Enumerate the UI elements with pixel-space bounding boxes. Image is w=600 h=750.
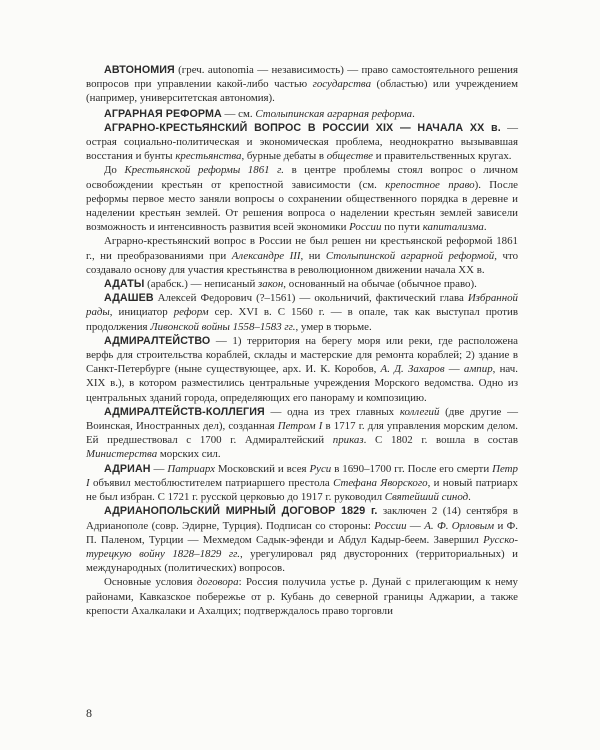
cross-reference: России: [349, 221, 382, 234]
cross-reference: обществе: [326, 150, 374, 163]
cross-reference: Петром I: [277, 420, 323, 433]
cross-reference: России: [374, 519, 407, 532]
cross-reference: реформ: [173, 306, 209, 319]
cross-reference: государства: [312, 78, 372, 91]
entry-adrianopolskiy-dogovor: АДРИАНОПОЛЬСКИЙ МИРНЫЙ ДОГОВОР 1829 г. заключен 2 (14) сентября в Адрианополе (совр. Эдирне, Турция). Подписан со стороны: России — А. Ф. Орловым и Ф. П. Паленом, Турции — Мехмедом Садык-эфенди и Абдул Кадыр-беем. Завершил Русско-турецкую войну 1828–1829 гг., урегулировал ряд двусторонних (территориальных) и международных (политических) вопросов.: [86, 505, 519, 575]
cross-reference: А. Д. Захаров: [380, 363, 445, 376]
headword: АГРАРНО-КРЕСТЬЯНСКИЙ ВОПРОС В РОССИИ XIX — НАЧАЛА XX в.: [104, 121, 501, 134]
entry-adaty: АДАТЫ (арабск.) — неписаный закон, основанный на обычае (обычное право).: [104, 278, 477, 291]
cross-reference: крестьянства: [175, 150, 242, 163]
cross-reference: Руси: [309, 462, 332, 475]
headword: АДМИРАЛТЕЙСТВО: [104, 334, 211, 347]
headword: АДРИАНОПОЛЬСКИЙ МИРНЫЙ ДОГОВОР 1829 г.: [104, 505, 378, 518]
entry-adashev: АДАШЕВ Алексей Федорович (?–1561) — окольничий, фактический глава Избранной рады, инициатор реформ сер. XVI в. С 1560 г. — в опале, так как выступал против продолжения Ливонской войны 1558–1583 гг., умер в тюрьме.: [86, 292, 518, 333]
cross-reference: коллегий: [399, 405, 440, 418]
cross-reference: Ливонской войны 1558–1583 гг.: [150, 320, 296, 333]
page-number: 8: [86, 706, 92, 720]
cross-reference: Александре III: [231, 249, 301, 262]
cross-reference: Министерства: [86, 448, 158, 461]
cross-reference: Святейший синод: [384, 491, 469, 504]
headword: АДАШЕВ: [104, 292, 154, 305]
entry-paragraph: Аграрно-крестьянский вопрос в России не был решен ни крестьянской реформой 1861 г., ни преобразованиями при Александре III, ни Столыпинской аграрной реформой, что создавало основу для участия крестьянства в революционном движении начала XX в.: [86, 235, 519, 276]
cross-reference: Крестьянской реформы 1861 г.: [124, 164, 284, 177]
cross-reference: Избранной рады: [86, 292, 518, 319]
cross-reference: крепостное право: [385, 178, 475, 191]
entry-agrarno-krestyanskiy-vopros: АГРАРНО-КРЕСТЬЯНСКИЙ ВОПРОС В РОССИИ XIX — НАЧАЛА XX в. — острая социально-политическая и экономическая проблема, неоднократно вызывавшая восстания и бунты крестьянства, бурные дебаты в обществе и правительственных кругах.: [86, 121, 518, 163]
cross-reference: Русско-турецкую войну 1828–1829 гг.: [86, 533, 518, 560]
entry-admiralteystv-kollegiya: АДМИРАЛТЕЙСТВ-КОЛЛЕГИЯ — одна из трех главных коллегий (две другие — Воинская, Иностранных дел), созданная Петром I в 1717 г. для управления морским делом. Ей предшествовал с 1700 г. Адмиралтейский приказ. С 1802 г. вошла в состав Министерства морских сил.: [86, 405, 518, 461]
headword: АДМИРАЛТЕЙСТВ-КОЛЛЕГИЯ: [104, 405, 265, 418]
cross-reference: Столыпинская аграрная реформа: [255, 107, 413, 120]
cross-reference: А. Ф. Орловым: [424, 519, 495, 532]
cross-reference: приказ: [332, 434, 364, 447]
cross-reference: Петр I: [86, 462, 518, 489]
headword: АДРИАН: [104, 462, 151, 475]
cross-reference: закон: [258, 278, 284, 291]
entry-paragraph: Основные условия договора: Россия получила устье р. Дунай с прилегающим к нему районами, Кавказское побережье от р. Кубань до северной границы Аджарии, а также крепости Ахалкалаки и Ахалцих; подтверждалось право торговли: [86, 576, 518, 617]
entry-agrarnaya-reforma: АГРАРНАЯ РЕФОРМА — см. Столыпинская аграрная реформа.: [104, 107, 415, 120]
cross-reference: капитализма: [422, 221, 484, 234]
headword: АВТОНОМИЯ: [104, 64, 175, 76]
cross-reference: Патриарх: [167, 462, 215, 475]
entry-paragraph: До Крестьянской реформы 1861 г. в центре проблемы стоял вопрос о личном освобождении крестьян от крепостной зависимости (см. крепостное право). После реформы первое место заняли вопросы о сохранении общественного порядка в деревне и наделении крестьян землей. От решения вопроса о наделении крестьян землей зависели возможность и интенсивность развития всей экономики России по пути капитализма.: [86, 164, 518, 234]
cross-reference: Стефана Яворского: [333, 476, 428, 489]
headword: АГРАРНАЯ РЕФОРМА: [104, 107, 222, 120]
entry-avtonomiya: АВТОНОМИЯ (греч. autonomia — независимость) — право самостоятельного решения вопросов при управлении какой-либо частью государства (областью) или учреждением (например, университетская автономия).: [86, 64, 518, 105]
cross-reference: Столыпинской аграрной реформой: [325, 249, 495, 262]
cross-reference: ампир: [463, 363, 493, 376]
headword: АДАТЫ: [104, 278, 145, 291]
entry-admiralteystvo: АДМИРАЛТЕЙСТВО — 1) территория на берегу моря или реки, где расположена верфь для строительства кораблей, склады и мастерские для ремонта кораблей; 2) здание в Санкт-Петербурге (ныне существующее, арх. И. К. Коробов, А. Д. Захаров — ампир, нач. XIX в.), в котором разместились центральные учреждения Морского ведомства. Одно из центральных зданий города, определяющих его панораму и композицию.: [86, 334, 518, 404]
cross-reference: договора: [197, 576, 239, 589]
dictionary-page: [86, 63, 518, 618]
entry-adrian: АДРИАН — Патриарх Московский и всея Руси в 1690–1700 гг. После его смерти Петр I объявил местоблюстителем патриаршего престола Стефана Яворского, и новый патриарх не был избран. С 1721 г. русской церковью до 1917 г. руководил Святейший синод.: [86, 462, 518, 504]
